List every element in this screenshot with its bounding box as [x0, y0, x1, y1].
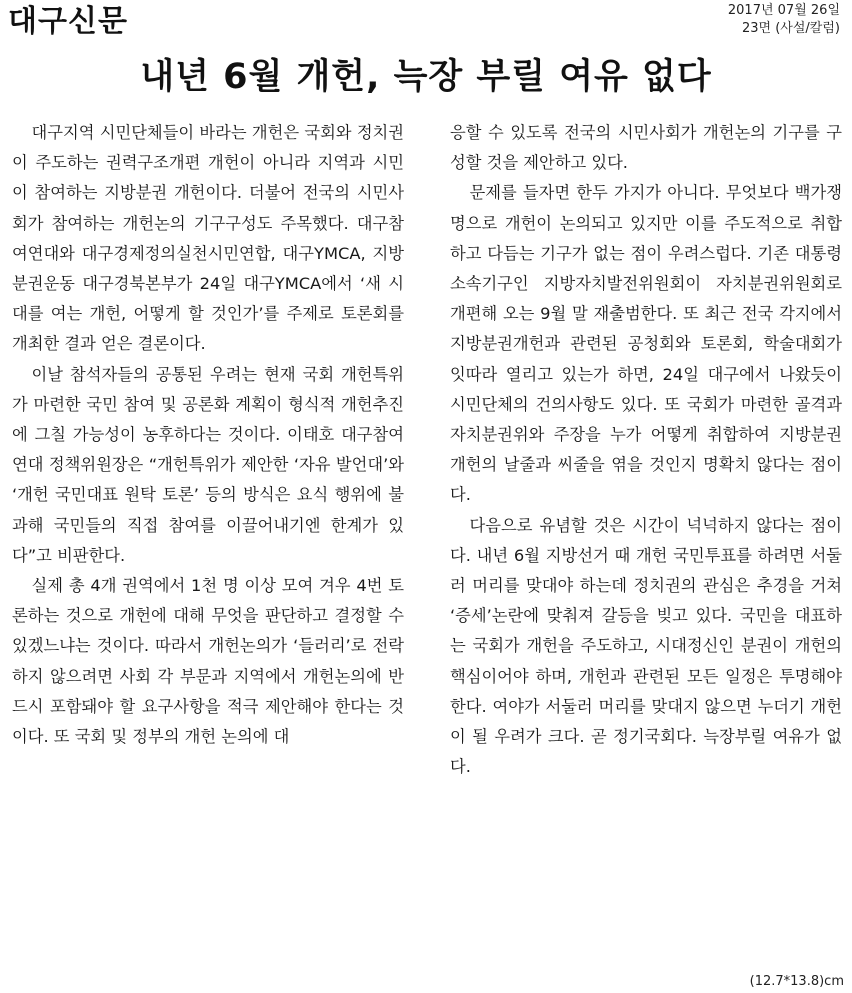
paragraph: 문제를 들자면 한두 가지가 아니다. 무엇보다 백가쟁명으로 개헌이 논의되고 있지만 이를 주도적으로 취합하고 다듬는 기구가 없는 점이 우려스럽다. 기존 대통령 소속기구인 지방자치발전위원회이 자치분권위원회로 개편해 오는 9월 말 재출범한다. 또 최근 전국 각지에서 지방분권개헌과 관련된 공청회와 토론회, 학술대회가 잇따라 열리고 있는가 하면, 24일 대구에서 나왔듯이 시민단체의 건의사항도 있다. 또 국회가 마련한 골격과 자치분권위와 주장을 누가 어떻게 취합하여 지방분권 개헌의 날줄과 씨줄을 엮을 것인지 명확치 않다는 점이다.	[450, 183, 842, 505]
article-column-left	[12, 118, 404, 752]
paragraph: 대구지역 시민단체들이 바라는 개헌은 국회와 정치권이 주도하는 권력구조개편 개헌이 아니라 지역과 시민이 참여하는 지방분권 개헌이다. 더불어 전국의 시민사회가 참여하는 개헌논의 기구구성도 주목했다. 대구참여연대와 대구경제정의실천시민연합, 대구YMCA, 지방분권운동 대구경북본부가 24일 대구YMCA에서 ‘새 시대를 여는 개헌, 어떻게 할 것인가’를 주제로 토론회를 개최한 결과 얻은 결론이다.	[12, 123, 404, 354]
paragraph: 다음으로 유념할 것은 시간이 넉넉하지 않다는 점이다. 내년 6월 지방선거 때 개헌 국민투표를 하려면 서둘러 머리를 맞대야 하는데 정치권의 관심은 추경을 거쳐 ‘증세’논란에 맞춰져 갈등을 빚고 있다. 국민을 대표하는 국회가 개헌을 주도하고, 시대정신인 분권이 개헌의 핵심이어야 하며, 개헌과 관련된 모든 일정은 투명해야 한다. 여야가 서둘러 머리를 맞대지 않으면 누더기 개헌이 될 우려가 크다. 곧 정기국회다. 늑장부릴 여유가 없다.	[450, 515, 842, 777]
article-size-note: (12.7*13.8)cm	[749, 974, 844, 989]
page-section: 23면 (사설/칼럼)	[742, 21, 840, 36]
paragraph: 응할 수 있도록 전국의 시민사회가 개헌논의 기구를 구성할 것을 제안하고 있다.	[450, 123, 842, 173]
paragraph: 이날 참석자들의 공통된 우려는 현재 국회 개헌특위가 마련한 국민 참여 및 공론화 계획이 형식적 개헌추진에 그칠 가능성이 농후하다는 것이다. 이태호 대구참여연대 정책위원장은 “개헌특위가 제안한 ‘자유 발언대’와 ‘개헌 국민대표 원탁 토론’ 등의 방식은 요식 행위에 불과해 국민들의 직접 참여를 이끌어내기엔 한계가 있다”고 비판한다.	[12, 364, 404, 565]
publication-date: 2017년 07월 26일	[727, 3, 840, 18]
article-column-right	[450, 118, 842, 782]
article-headline: 내년 6월 개헌, 늑장 부릴 여유 없다	[140, 57, 712, 97]
publication-meta	[728, 2, 840, 38]
newspaper-masthead: 대구신문	[8, 4, 128, 39]
paragraph: 실제 총 4개 권역에서 1천 명 이상 모여 겨우 4번 토론하는 것으로 개헌에 대해 무엇을 판단하고 결정할 수 있겠느냐는 것이다. 따라서 개헌논의가 ‘들러리’로 전락하지 않으려면 사회 각 부문과 지역에서 개헌논의에 반드시 포함돼야 할 요구사항을 적극 제안해야 한다는 것이다. 또 국회 및 정부의 개헌 논의에 대	[12, 576, 404, 747]
